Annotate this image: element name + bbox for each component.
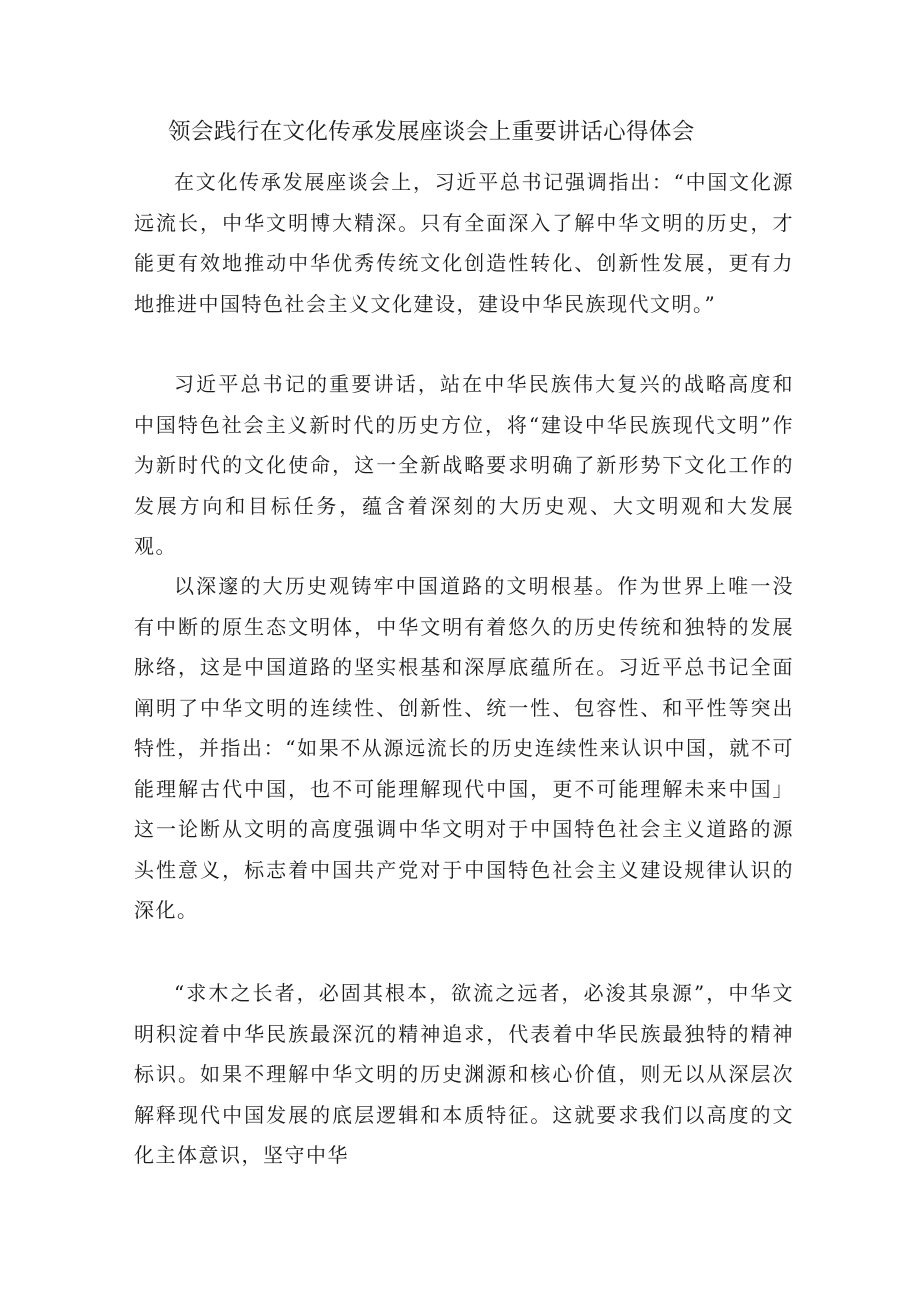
paragraph-2: 习近平总书记的重要讲话，站在中华民族伟大复兴的战略高度和中国特色社会主义新时代的历史方位，将“建设中华民族现代文明”作为新时代的文化使命，这一全新战略要求明确了新形势下文化工作的发展方向和目标任务，蕴含着深刻的大历史观、大文明观和大发展观。 xyxy=(134,372,794,558)
paragraph-3: 以深邃的大历史观铸牢中国道路的文明根基。作为世界上唯一没有中断的原生态文明体，中华文明有着悠久的历史传统和独特的发展脉络，这是中国道路的坚实根基和深厚底蕴所在。习近平总书记全面阐明了中华文明的连续性、创新性、统一性、包容性、和平性等突出特性，并指出：“如果不从源远流长的历史连续性来认识中国，就不可能理解古代中国，也不可能理解现代中国，更不可能理解未来中国」这一论断从文明的高度强调中华文明对于中国特色社会主义道路的源头性意义，标志着中国共产党对于中国特色社会主义建设规律认识的深化。 xyxy=(134,574,794,922)
paragraph-4: “求木之长者，必固其根本，欲流之远者，必浚其泉源”，中华文明积淀着中华民族最深沉的精神追求，代表着中华民族最独特的精神标识。如果不理解中华文明的历史渊源和核心价值，则无以从深层次解释现代中国发展的底层逻辑和本质特征。这就要求我们以高度的文化主体意识，坚守中华 xyxy=(134,981,794,1167)
paragraph-1: 在文化传承发展座谈会上，习近平总书记强调指出：“中国文化源远流长，中华文明博大精深。只有全面深入了解中华文明的历史，才能更有效地推动中华优秀传统文化创造性转化、创新性发展，更有力地推进中国特色社会主义文化建设，建设中华民族现代文明。” xyxy=(134,170,794,316)
document-title: 领会践行在文化传承发展座谈会上重要讲话心得体会 xyxy=(168,119,695,145)
